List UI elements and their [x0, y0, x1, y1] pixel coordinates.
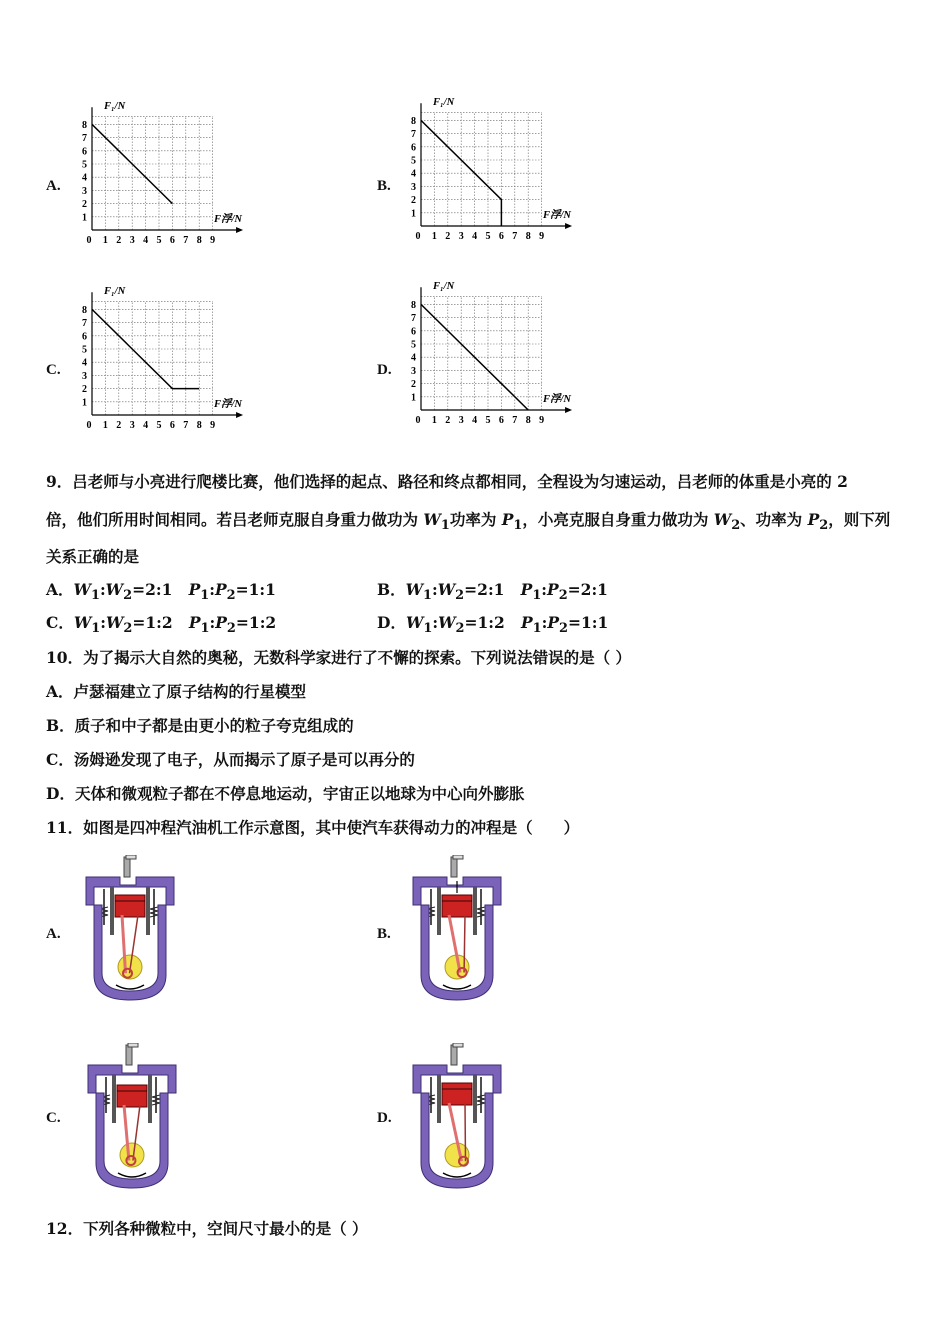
- rotation-arrow: [118, 1173, 146, 1177]
- x-tick-label: 5: [485, 231, 491, 242]
- valve-spring: [477, 907, 485, 917]
- y-tick-label: 6: [82, 331, 87, 343]
- graph-c: [78, 285, 258, 435]
- y-tick-label: 2: [411, 195, 416, 207]
- y-tick-label: 7: [411, 313, 416, 325]
- spark-plug: [451, 1045, 457, 1065]
- x-tick-label: 5: [485, 415, 491, 426]
- y-axis-label: F₁/N: [433, 97, 455, 109]
- x-tick-label: 1: [102, 235, 108, 246]
- y-tick-label: 1: [82, 212, 87, 224]
- q12-stem: 12．下列各种微粒中，空间尺寸最小的是（ ）: [46, 1219, 368, 1238]
- engine-diagram-a: [80, 855, 180, 1003]
- q10-option-c: C．汤姆逊发现了电子，从而揭示了原子是可以再分的: [46, 750, 415, 769]
- y-tick-label: 8: [411, 115, 416, 127]
- cylinder-wall: [437, 1075, 441, 1123]
- piston: [115, 895, 145, 917]
- spark-plug-tip: [128, 1043, 138, 1047]
- x-tick-label: 0: [415, 415, 421, 426]
- x-axis-label: F浮/N: [213, 399, 242, 410]
- x-axis-label: F浮/N: [213, 214, 242, 225]
- x-axis-arrow: [236, 412, 243, 418]
- y-tick-label: 5: [411, 155, 416, 167]
- graph-a: [78, 100, 258, 250]
- x-axis-arrow: [565, 407, 572, 413]
- x-tick-label: 8: [525, 231, 531, 242]
- y-tick-label: 6: [82, 146, 87, 158]
- q9-option-a: A．$W_1:W_2=2:1$ $P_1:P_2=1:1$: [46, 580, 276, 604]
- option-label-d: D.: [377, 362, 392, 378]
- x-axis-label: F浮/N: [542, 210, 571, 221]
- x-tick-label: 6: [498, 231, 504, 242]
- crankshaft-wheel: [120, 1143, 144, 1167]
- y-tick-label: 2: [82, 199, 87, 211]
- x-tick-label: 1: [102, 420, 108, 431]
- x-tick-label: 0: [415, 231, 421, 242]
- rotation-arrow: [116, 985, 144, 989]
- y-tick-label: 3: [82, 185, 87, 197]
- y-tick-label: 6: [411, 142, 416, 154]
- q9-option-b: B．$W_1:W_2=2:1$ $P_1:P_2=2:1$: [377, 580, 608, 604]
- valve-spring: [477, 1095, 485, 1105]
- engine-label-c: C.: [46, 1110, 61, 1126]
- x-tick-label: 1: [431, 415, 437, 426]
- cylinder-wall: [473, 887, 477, 935]
- y-tick-label: 2: [82, 384, 87, 396]
- q10-stem: 10．为了揭示大自然的奥秘，无数科学家进行了不懈的探索。下列说法错误的是（ ）: [46, 648, 631, 667]
- y-tick-label: 8: [411, 299, 416, 311]
- x-tick-label: 6: [169, 420, 175, 431]
- x-axis-arrow: [565, 223, 572, 229]
- x-tick-label: 2: [116, 235, 122, 246]
- y-tick-label: 6: [411, 326, 416, 338]
- cylinder-wall: [112, 1075, 116, 1123]
- engine-label-d: D.: [377, 1110, 392, 1126]
- spark-plug: [124, 857, 130, 877]
- piston: [442, 1083, 472, 1105]
- piston: [117, 1085, 147, 1107]
- cylinder-wall: [110, 887, 114, 935]
- spark-plug-tip: [126, 855, 136, 859]
- y-tick-label: 5: [82, 344, 87, 356]
- spark-plug-tip: [453, 855, 463, 859]
- y-tick-label: 2: [411, 379, 416, 391]
- q9-stem-line3: 关系正确的是: [46, 547, 140, 566]
- connecting-rod: [464, 915, 465, 973]
- spark-plug: [126, 1045, 132, 1065]
- x-tick-label: 2: [445, 415, 451, 426]
- y-tick-label: 4: [82, 357, 87, 369]
- y-axis-label: F₁/N: [433, 281, 455, 293]
- engine-label-a: A.: [46, 926, 61, 942]
- q9-stem-line1: 9．吕老师与小亮进行爬楼比赛，他们选择的起点、路径和终点都相同，全程设为匀速运动，吕老师的体重是小亮的 2: [46, 472, 848, 491]
- x-tick-label: 9: [210, 235, 216, 246]
- spark-plug: [451, 857, 457, 877]
- q10-option-a: A．卢瑟福建立了原子结构的行星模型: [46, 682, 307, 701]
- x-tick-label: 3: [129, 235, 135, 246]
- y-tick-label: 3: [411, 181, 416, 193]
- q10-option-b: B．质子和中子都是由更小的粒子夸克组成的: [46, 716, 354, 735]
- x-tick-label: 1: [431, 231, 437, 242]
- y-tick-label: 8: [82, 119, 87, 131]
- q9-stem-line2: 倍，他们所用时间相同。若吕老师克服自身重力做功为 $W_1$功率为 $P_1$，小亮克服自身重力做功为 $W_2$、功率为 $P_2$，则下列: [46, 510, 891, 534]
- x-tick-label: 4: [472, 415, 478, 426]
- y-axis-label: F₁/N: [104, 101, 126, 113]
- y-tick-label: 7: [82, 133, 87, 145]
- x-axis-arrow: [236, 227, 243, 233]
- y-tick-label: 1: [411, 208, 416, 220]
- option-label-a: A.: [46, 178, 61, 194]
- x-tick-label: 4: [472, 231, 478, 242]
- x-tick-label: 8: [196, 420, 202, 431]
- y-axis-label: F₁/N: [104, 286, 126, 298]
- y-tick-label: 3: [82, 370, 87, 382]
- x-tick-label: 2: [445, 231, 451, 242]
- crankcase: [94, 905, 166, 1000]
- q10-option-d: D．天体和微观粒子都在不停息地运动，宇宙正以地球为中心向外膨胀: [46, 784, 525, 803]
- x-tick-label: 9: [539, 415, 545, 426]
- y-tick-label: 5: [82, 159, 87, 171]
- y-tick-label: 1: [411, 392, 416, 404]
- y-tick-label: 1: [82, 397, 87, 409]
- x-tick-label: 3: [458, 415, 464, 426]
- x-tick-label: 2: [116, 420, 122, 431]
- q9-option-d: D．$W_1:W_2=1:2$ $P_1:P_2=1:1$: [377, 613, 609, 637]
- q9-option-c: C．$W_1:W_2=1:2$ $P_1:P_2=1:2$: [46, 613, 277, 637]
- cylinder-wall: [473, 1075, 477, 1123]
- x-tick-label: 5: [156, 235, 162, 246]
- x-tick-label: 9: [210, 420, 216, 431]
- engine-diagram-d: [407, 1043, 507, 1191]
- y-tick-label: 3: [411, 365, 416, 377]
- x-tick-label: 7: [512, 415, 518, 426]
- x-tick-label: 7: [183, 420, 189, 431]
- x-tick-label: 0: [86, 420, 92, 431]
- rotation-arrow: [443, 985, 471, 989]
- engine-diagram-b: [407, 855, 507, 1003]
- x-tick-label: 3: [458, 231, 464, 242]
- x-tick-label: 7: [512, 231, 518, 242]
- x-tick-label: 9: [539, 231, 545, 242]
- valve-spring: [150, 907, 158, 917]
- engine-label-b: B.: [377, 926, 391, 942]
- y-tick-label: 4: [411, 168, 416, 180]
- graph-b: [407, 96, 587, 246]
- y-tick-label: 7: [411, 129, 416, 141]
- y-tick-label: 4: [411, 352, 416, 364]
- piston: [442, 895, 472, 917]
- x-axis-label: F浮/N: [542, 394, 571, 405]
- x-tick-label: 7: [183, 235, 189, 246]
- y-tick-label: 5: [411, 339, 416, 351]
- spark-plug-tip: [453, 1043, 463, 1047]
- rotation-arrow: [443, 1173, 471, 1177]
- valve-spring: [152, 1095, 160, 1105]
- x-tick-label: 8: [525, 415, 531, 426]
- y-tick-label: 4: [82, 172, 87, 184]
- cylinder-wall: [146, 887, 150, 935]
- q11-stem: 11．如图是四冲程汽油机工作示意图，其中使汽车获得动力的冲程是（ ）: [46, 818, 580, 837]
- option-label-b: B.: [377, 178, 391, 194]
- y-tick-label: 7: [82, 318, 87, 330]
- cylinder-wall: [437, 887, 441, 935]
- cylinder-wall: [148, 1075, 152, 1123]
- x-tick-label: 4: [143, 420, 149, 431]
- connecting-rod: [465, 1103, 466, 1161]
- x-tick-label: 0: [86, 235, 92, 246]
- y-tick-label: 8: [82, 304, 87, 316]
- engine-diagram-c: [82, 1043, 182, 1191]
- x-tick-label: 8: [196, 235, 202, 246]
- x-tick-label: 5: [156, 420, 162, 431]
- x-tick-label: 4: [143, 235, 149, 246]
- x-tick-label: 3: [129, 420, 135, 431]
- x-tick-label: 6: [169, 235, 175, 246]
- option-label-c: C.: [46, 362, 61, 378]
- x-tick-label: 6: [498, 415, 504, 426]
- graph-d: [407, 280, 587, 430]
